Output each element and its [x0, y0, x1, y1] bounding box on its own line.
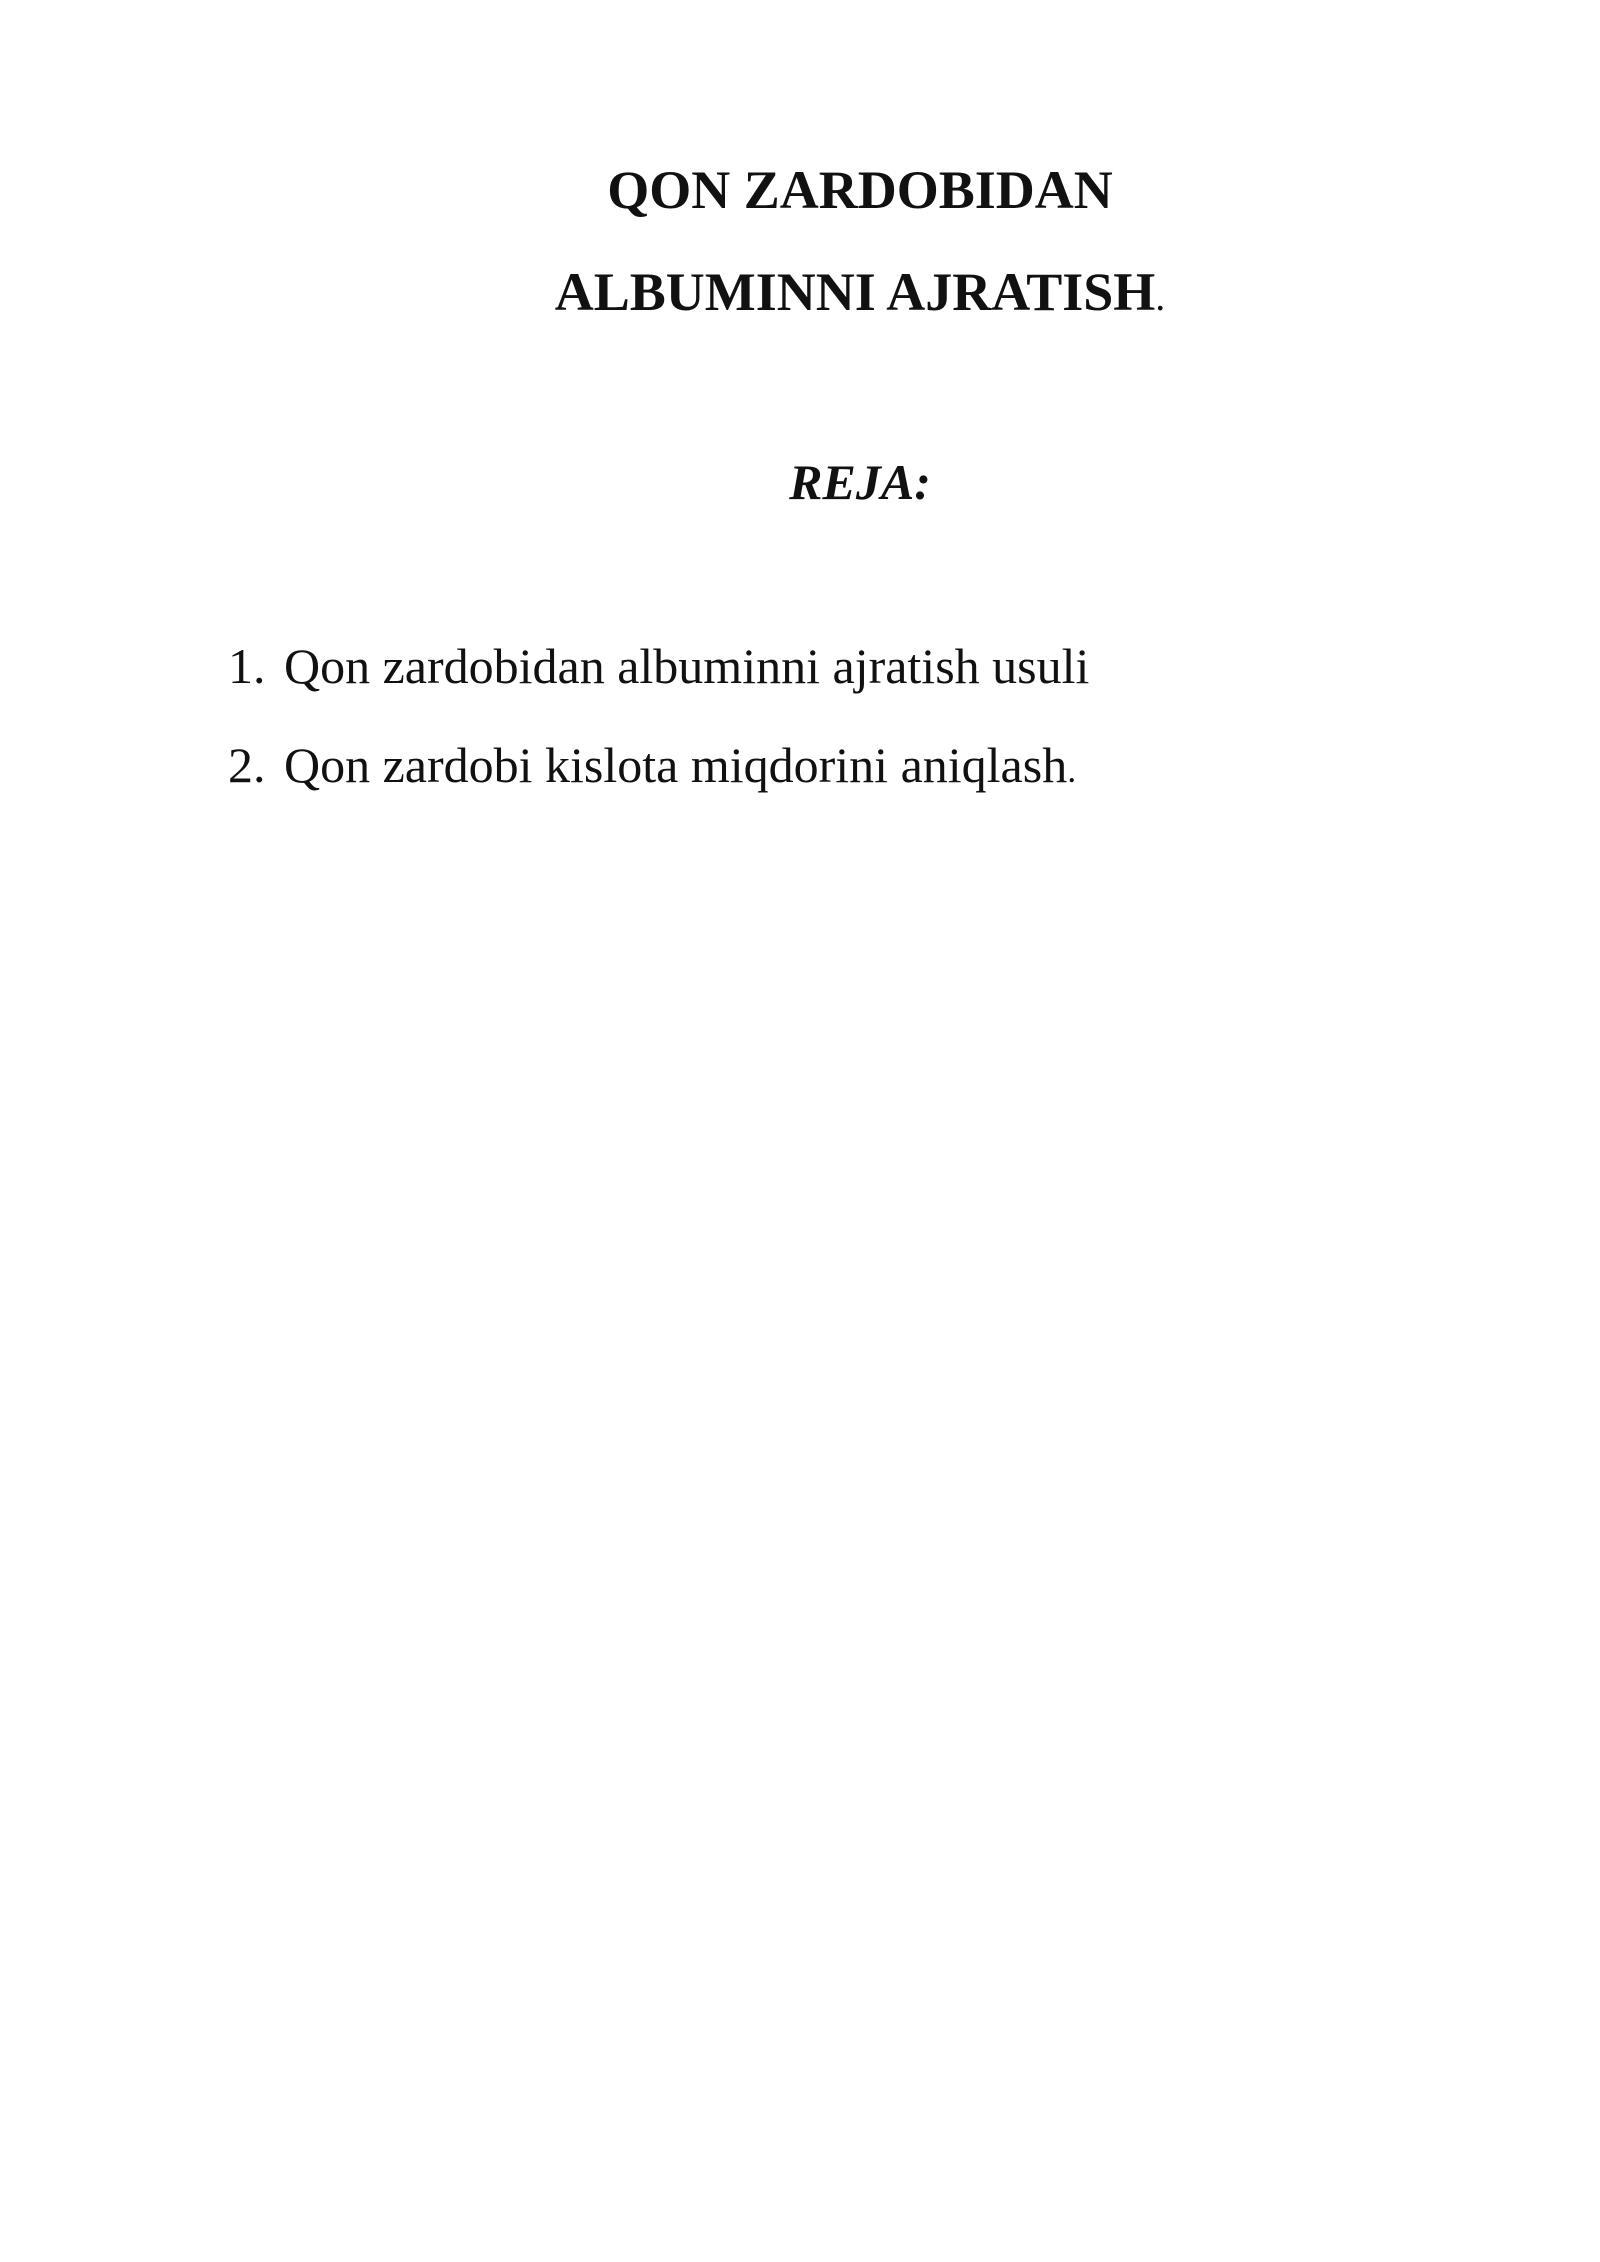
plan-heading: REJA: — [789, 454, 931, 510]
plan-list — [228, 636, 1089, 834]
plan-item-number: 2. — [228, 737, 266, 793]
document-title-line-1 — [60, 158, 1600, 222]
title-text-2: ALBUMINNI AJRATISH — [554, 262, 1156, 322]
plan-item-text: Qon zardobidan albuminni ajratish usuli — [284, 638, 1090, 694]
document-title-line-2 — [60, 260, 1600, 329]
plan-item — [228, 735, 1089, 800]
title-text-1: QON ZARDOBIDAN — [607, 160, 1113, 220]
plan-item-trailing: . — [1067, 750, 1077, 790]
title-period: . — [1155, 274, 1166, 319]
plan-item-number: 1. — [228, 638, 266, 694]
plan-item — [228, 636, 1089, 701]
plan-item-text: Qon zardobi kislota miqdorini aniqlash — [284, 737, 1068, 793]
